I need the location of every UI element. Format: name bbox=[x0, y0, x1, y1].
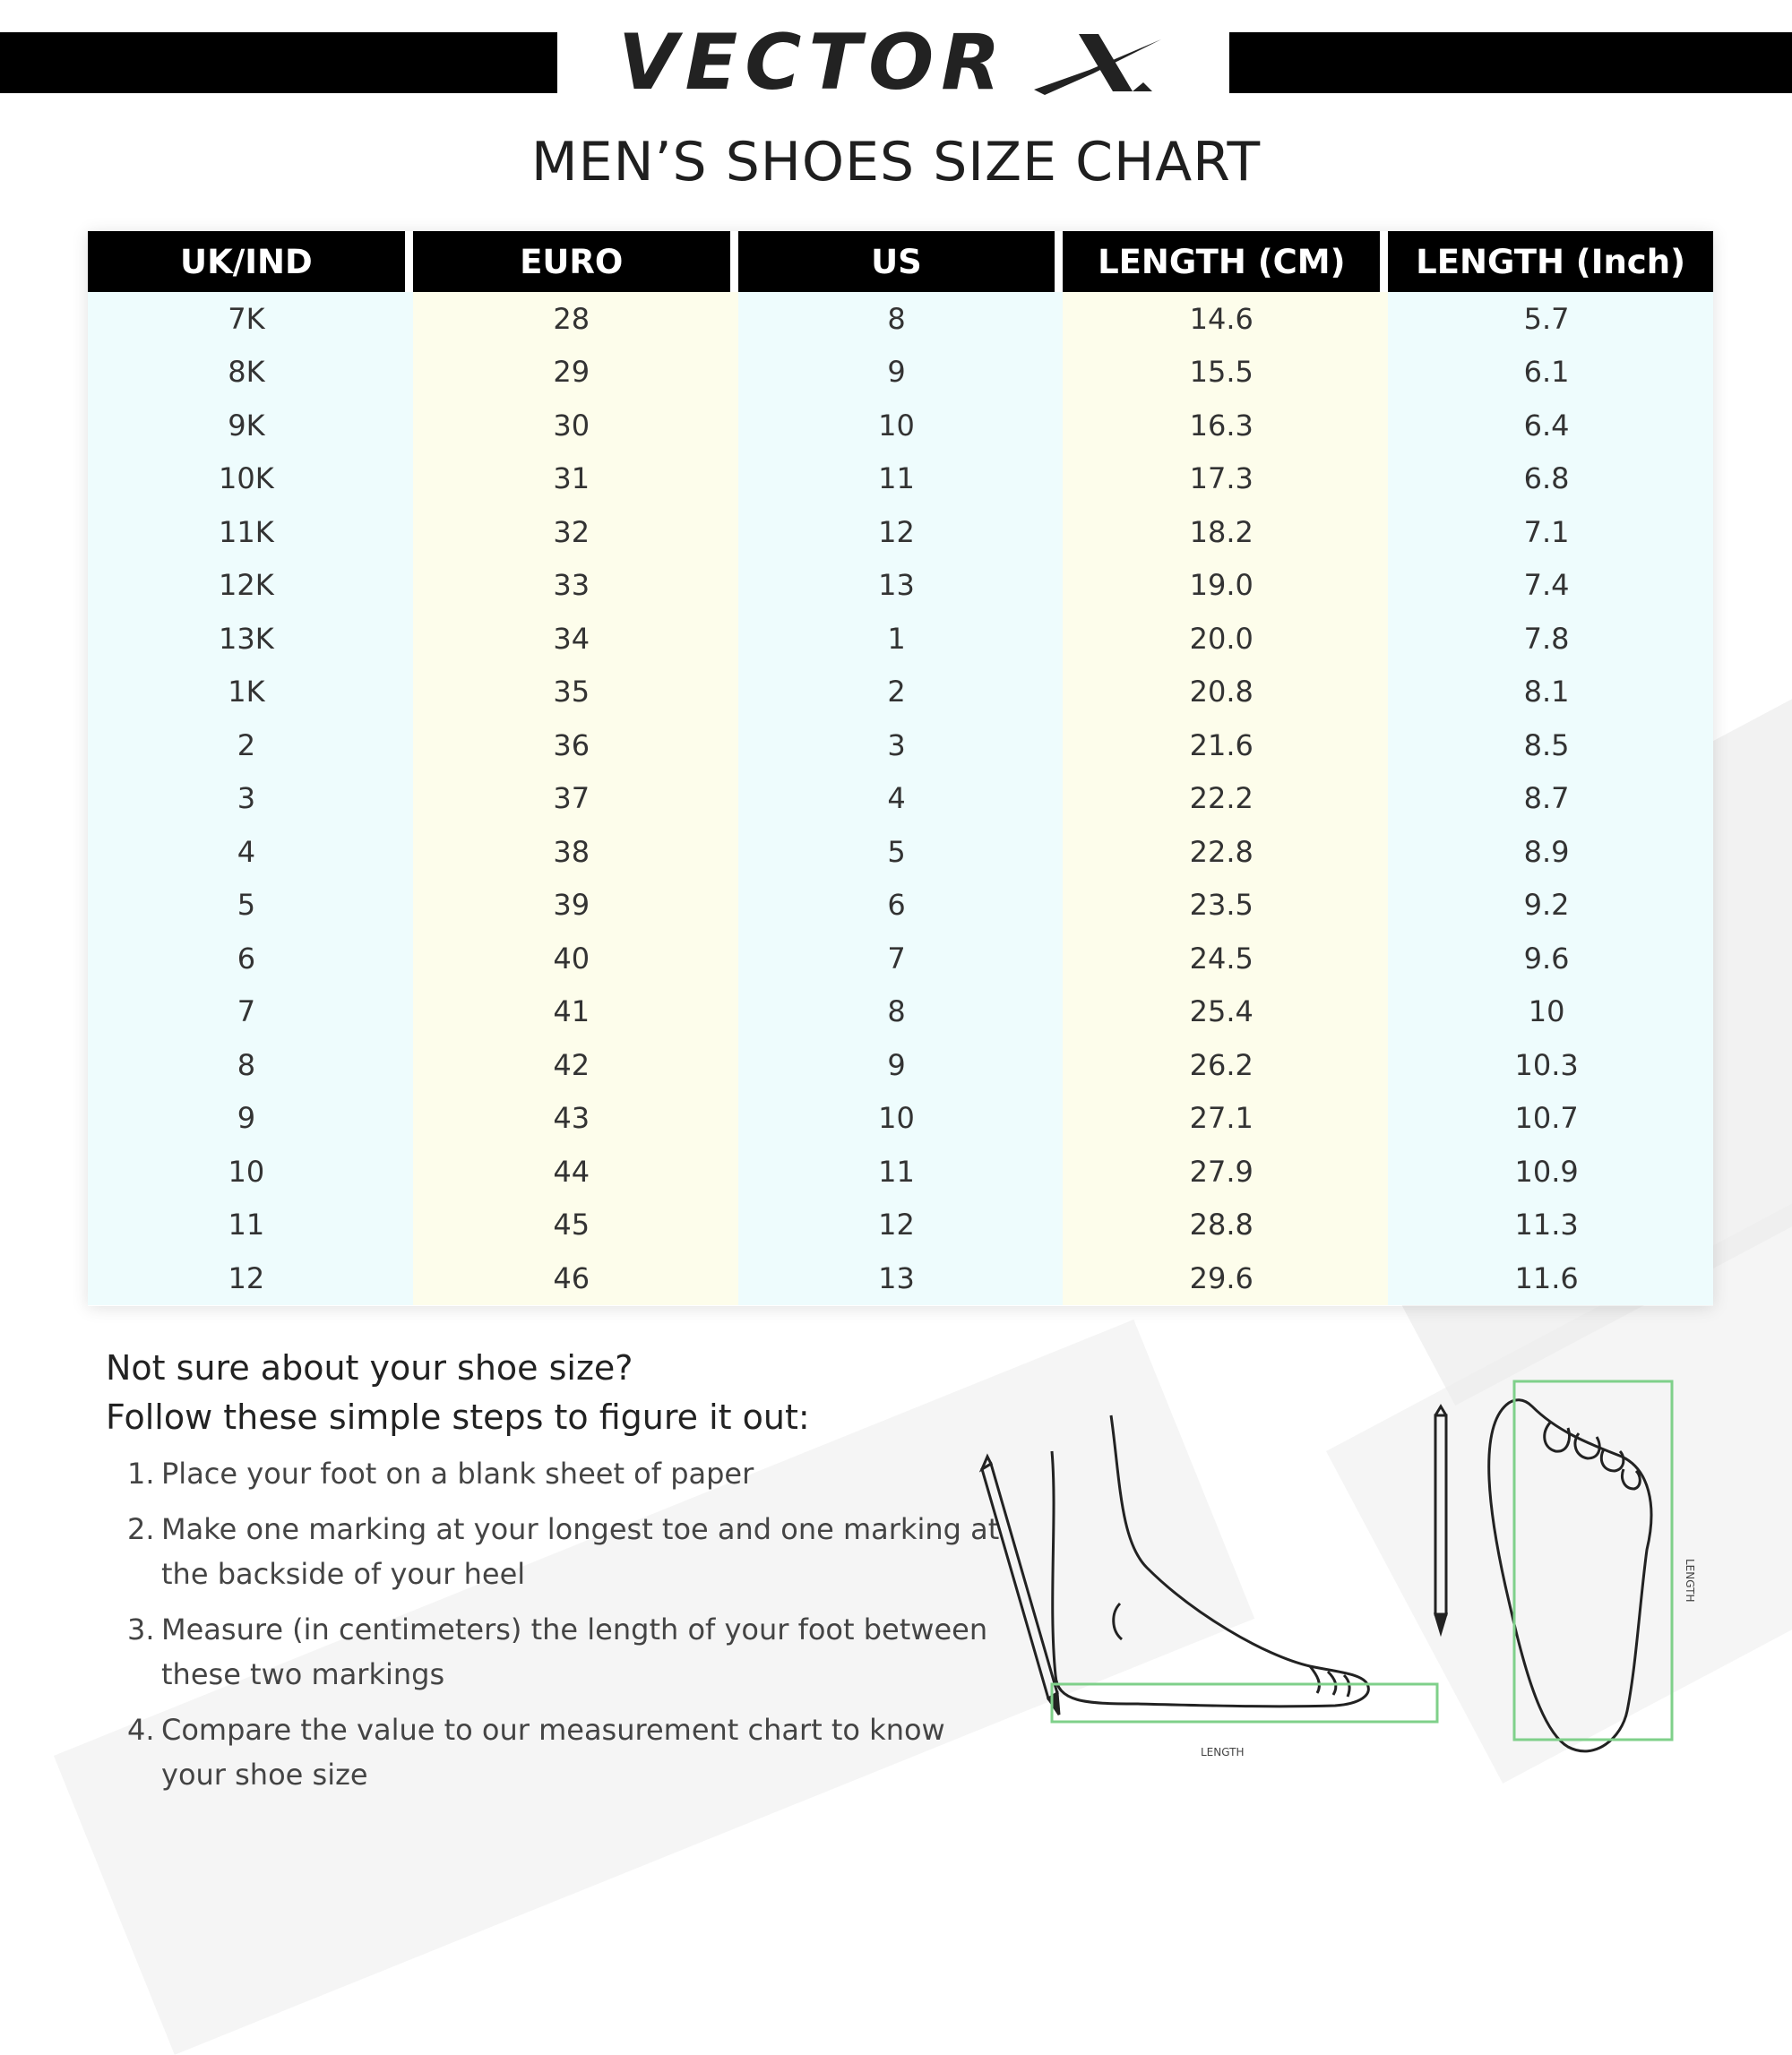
pencil-icon bbox=[982, 1457, 1059, 1715]
table-row bbox=[88, 1251, 1713, 1305]
brand-bar-left bbox=[0, 32, 557, 93]
table-cell: 32 bbox=[413, 505, 738, 559]
table-cell: 13 bbox=[738, 559, 1064, 613]
table-cell: 20.0 bbox=[1063, 612, 1388, 666]
table-cell: 12K bbox=[88, 559, 413, 613]
table-cell: 7.4 bbox=[1388, 559, 1713, 613]
column-header: US bbox=[738, 231, 1064, 292]
table-cell: 28 bbox=[413, 292, 738, 346]
table-cell: 29 bbox=[413, 346, 738, 400]
table-cell: 9 bbox=[738, 1038, 1064, 1092]
steps-list bbox=[127, 1451, 1005, 1808]
table-cell: 31 bbox=[413, 452, 738, 506]
table-cell: 22.2 bbox=[1063, 772, 1388, 826]
table-cell: 11 bbox=[88, 1199, 413, 1252]
table-row bbox=[88, 1092, 1713, 1146]
table-cell: 10.7 bbox=[1388, 1092, 1713, 1146]
table-cell: 8.1 bbox=[1388, 666, 1713, 719]
table-cell: 8.5 bbox=[1388, 718, 1713, 772]
table-cell: 12 bbox=[88, 1251, 413, 1305]
table-cell: 15.5 bbox=[1063, 346, 1388, 400]
size-table bbox=[88, 231, 1713, 1305]
table-cell: 36 bbox=[413, 718, 738, 772]
table-cell: 42 bbox=[413, 1038, 738, 1092]
table-cell: 10 bbox=[88, 1145, 413, 1199]
help-subtitle: Follow these simple steps to figure it out: bbox=[106, 1397, 810, 1437]
table-row bbox=[88, 718, 1713, 772]
table-cell: 16.3 bbox=[1063, 399, 1388, 452]
table-cell: 9K bbox=[88, 399, 413, 452]
step-number: 3. bbox=[127, 1612, 155, 1647]
table-cell: 25.4 bbox=[1063, 985, 1388, 1039]
table-cell: 35 bbox=[413, 666, 738, 719]
table-cell: 20.8 bbox=[1063, 666, 1388, 719]
table-row bbox=[88, 505, 1713, 559]
table-cell: 27.9 bbox=[1063, 1145, 1388, 1199]
table-cell: 13 bbox=[738, 1251, 1064, 1305]
pencil-icon bbox=[1435, 1406, 1446, 1632]
brand-x-logo-icon bbox=[1027, 27, 1161, 99]
step-text: Make one marking at your longest toe and one marking at the backside of your heel bbox=[161, 1512, 1000, 1591]
table-cell: 8.7 bbox=[1388, 772, 1713, 826]
table-cell: 29.6 bbox=[1063, 1251, 1388, 1305]
table-cell: 4 bbox=[88, 825, 413, 879]
step-number: 1. bbox=[127, 1457, 155, 1491]
table-cell: 24.5 bbox=[1063, 932, 1388, 985]
table-cell: 5.7 bbox=[1388, 292, 1713, 346]
table-header-row bbox=[88, 231, 1713, 292]
table-cell: 23.5 bbox=[1063, 879, 1388, 933]
table-cell: 9.6 bbox=[1388, 932, 1713, 985]
table-cell: 7K bbox=[88, 292, 413, 346]
table-row bbox=[88, 1199, 1713, 1252]
table-cell: 22.8 bbox=[1063, 825, 1388, 879]
table-cell: 34 bbox=[413, 612, 738, 666]
table-row bbox=[88, 1145, 1713, 1199]
size-chart bbox=[88, 231, 1713, 1306]
table-body bbox=[88, 292, 1713, 1305]
table-cell: 40 bbox=[413, 932, 738, 985]
step-item bbox=[127, 1451, 1005, 1496]
brand-bar-right bbox=[1229, 32, 1792, 93]
step-text: Measure (in centimeters) the length of your foot between these two markings bbox=[161, 1612, 988, 1691]
sole-measure-box bbox=[1514, 1381, 1672, 1740]
table-cell: 33 bbox=[413, 559, 738, 613]
table-cell: 12 bbox=[738, 1199, 1064, 1252]
table-cell: 45 bbox=[413, 1199, 738, 1252]
table-cell: 6.1 bbox=[1388, 346, 1713, 400]
table-cell: 10 bbox=[1388, 985, 1713, 1039]
table-cell: 2 bbox=[88, 718, 413, 772]
table-row bbox=[88, 292, 1713, 346]
table-cell: 10 bbox=[738, 1092, 1064, 1146]
table-row bbox=[88, 559, 1713, 613]
table-cell: 8 bbox=[738, 985, 1064, 1039]
table-row bbox=[88, 825, 1713, 879]
table-cell: 4 bbox=[738, 772, 1064, 826]
table-cell: 9 bbox=[738, 346, 1064, 400]
table-cell: 6.8 bbox=[1388, 452, 1713, 506]
sole-length-label: LENGTH bbox=[1684, 1559, 1696, 1603]
table-cell: 8 bbox=[88, 1038, 413, 1092]
table-row bbox=[88, 932, 1713, 985]
table-cell: 8.9 bbox=[1388, 825, 1713, 879]
table-cell: 9 bbox=[88, 1092, 413, 1146]
step-text: Place your foot on a blank sheet of paper bbox=[161, 1457, 754, 1491]
step-item bbox=[127, 1707, 1005, 1797]
table-cell: 28.8 bbox=[1063, 1199, 1388, 1252]
table-row bbox=[88, 452, 1713, 506]
table-cell: 18.2 bbox=[1063, 505, 1388, 559]
table-cell: 5 bbox=[88, 879, 413, 933]
step-item bbox=[127, 1507, 1005, 1596]
step-number: 2. bbox=[127, 1512, 155, 1546]
table-cell: 5 bbox=[738, 825, 1064, 879]
table-cell: 17.3 bbox=[1063, 452, 1388, 506]
table-cell: 30 bbox=[413, 399, 738, 452]
table-cell: 6.4 bbox=[1388, 399, 1713, 452]
table-cell: 7.8 bbox=[1388, 612, 1713, 666]
side-foot-icon bbox=[1052, 1415, 1368, 1707]
column-header: EURO bbox=[413, 231, 738, 292]
table-cell: 8 bbox=[738, 292, 1064, 346]
table-cell: 1K bbox=[88, 666, 413, 719]
table-cell: 2 bbox=[738, 666, 1064, 719]
step-number: 4. bbox=[127, 1713, 155, 1747]
table-cell: 14.6 bbox=[1063, 292, 1388, 346]
table-row bbox=[88, 772, 1713, 826]
table-row bbox=[88, 399, 1713, 452]
table-cell: 7 bbox=[738, 932, 1064, 985]
table-cell: 8K bbox=[88, 346, 413, 400]
table-cell: 27.1 bbox=[1063, 1092, 1388, 1146]
brand-logo bbox=[618, 20, 1161, 106]
brand-name: VECTOR bbox=[618, 18, 1008, 107]
table-cell: 38 bbox=[413, 825, 738, 879]
column-header: LENGTH (Inch) bbox=[1388, 231, 1713, 292]
table-cell: 10.3 bbox=[1388, 1038, 1713, 1092]
table-cell: 12 bbox=[738, 505, 1064, 559]
table-cell: 7.1 bbox=[1388, 505, 1713, 559]
table-cell: 43 bbox=[413, 1092, 738, 1146]
table-cell: 6 bbox=[88, 932, 413, 985]
table-cell: 1 bbox=[738, 612, 1064, 666]
table-cell: 26.2 bbox=[1063, 1038, 1388, 1092]
table-cell: 9.2 bbox=[1388, 879, 1713, 933]
table-cell: 3 bbox=[88, 772, 413, 826]
table-cell: 39 bbox=[413, 879, 738, 933]
column-header: LENGTH (CM) bbox=[1063, 231, 1388, 292]
table-cell: 11 bbox=[738, 452, 1064, 506]
table-cell: 11K bbox=[88, 505, 413, 559]
table-row bbox=[88, 346, 1713, 400]
table-cell: 19.0 bbox=[1063, 559, 1388, 613]
table-cell: 21.6 bbox=[1063, 718, 1388, 772]
table-cell: 46 bbox=[413, 1251, 738, 1305]
step-item bbox=[127, 1607, 1005, 1697]
column-header: UK/IND bbox=[88, 231, 413, 292]
table-cell: 11.6 bbox=[1388, 1251, 1713, 1305]
table-cell: 44 bbox=[413, 1145, 738, 1199]
page-title: MEN’S SHOES SIZE CHART bbox=[530, 131, 1262, 193]
table-cell: 37 bbox=[413, 772, 738, 826]
step-text: Compare the value to our measurement chart to know your shoe size bbox=[161, 1713, 945, 1792]
table-cell: 10.9 bbox=[1388, 1145, 1713, 1199]
table-cell: 11 bbox=[738, 1145, 1064, 1199]
table-cell: 13K bbox=[88, 612, 413, 666]
table-cell: 10K bbox=[88, 452, 413, 506]
table-row bbox=[88, 985, 1713, 1039]
help-question: Not sure about your shoe size? bbox=[106, 1348, 633, 1388]
table-row bbox=[88, 1038, 1713, 1092]
table-cell: 7 bbox=[88, 985, 413, 1039]
table-cell: 3 bbox=[738, 718, 1064, 772]
table-cell: 6 bbox=[738, 879, 1064, 933]
side-length-label: LENGTH bbox=[1201, 1746, 1245, 1758]
table-cell: 11.3 bbox=[1388, 1199, 1713, 1252]
table-row bbox=[88, 879, 1713, 933]
table-cell: 41 bbox=[413, 985, 738, 1039]
table-row bbox=[88, 666, 1713, 719]
table-cell: 10 bbox=[738, 399, 1064, 452]
table-row bbox=[88, 612, 1713, 666]
foot-measurement-illustration bbox=[977, 1371, 1711, 1768]
